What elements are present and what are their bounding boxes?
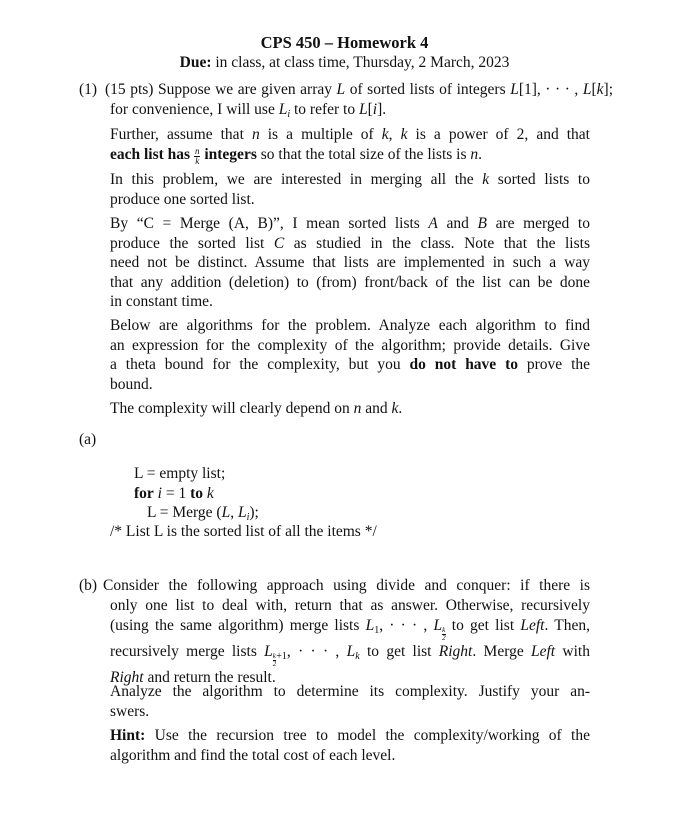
- page-title: CPS 450 – Homework 4: [260, 33, 429, 52]
- part-b-description: only one list to deal with, return that as answer. Otherwise, recursively (using the same algorithm) merge lists $L_1$, · · · , L $_{\frac{k}{2}}$ to get list Left. Then, recursively merge lists L $_{\frac{k}{2} +1}$, · · · , $L_k$ to get list Right. Merge Left with Right and return the result.: [110, 597, 590, 686]
- question-1-intro-cont: for convenience, I will use $L_i$ to refer to L[i].: [110, 101, 387, 120]
- question-1-assumptions: Further, assume that n is a multiple of k, k is a power of 2, and that each list has $\frac{n}{k}$ integers so that the total size of the lists is n.: [110, 126, 590, 166]
- part-a-label: (a): [79, 431, 97, 448]
- part-b-label: (b): [79, 577, 98, 594]
- n-over-k-fraction: $\frac{n}{k}$: [194, 145, 200, 166]
- question-1-intro: (15 pts) Suppose we are given array L of sorted lists of integers L[1], · · · , L[k];: [105, 81, 613, 98]
- part-b-analyze: Analyze the algorithm to determine its complexity. Justify your an- swers.: [110, 683, 590, 720]
- part-b-first-line: Consider the following approach using divide and conquer: if there is: [103, 577, 590, 594]
- question-1-goal: In this problem, we are interested in merging all the k sorted lists to produce one sorted list.: [110, 171, 590, 208]
- code-line-merge: L = Merge (L, $L_i$);: [147, 504, 259, 523]
- due-date: Due: in class, at class time, Thursday, 2 March, 2023: [179, 54, 510, 71]
- question-1-dependency: The complexity will clearly depend on n and k.: [110, 400, 403, 417]
- question-1-number: (1): [79, 81, 98, 98]
- question-1-instructions: Below are algorithms for the problem. Analyze each algorithm to find an expression for the complexity of the algorithm; provide details. Give a theta bound for the complexity, but you do not have to prove the bound.: [110, 317, 590, 393]
- part-b-hint: Hint: Use the recursion tree to model the complexity/working of the algorithm and find the total cost of each level.: [110, 727, 590, 764]
- code-line-for: for i = 1 to k: [134, 485, 214, 502]
- question-1-merge-definition: By “C = Merge (A, B)”, I mean sorted lists A and B are merged to produce the sorted list C as studied in the class. Note that the lists need not be distinct. Assume that lists are implemented in such a way that any addition (deletion) to (from) front/back of the list can be done in constant time.: [110, 215, 590, 310]
- code-comment: /* List L is the sorted list of all the items */: [110, 523, 377, 540]
- code-line-init: L = empty list;: [134, 465, 226, 482]
